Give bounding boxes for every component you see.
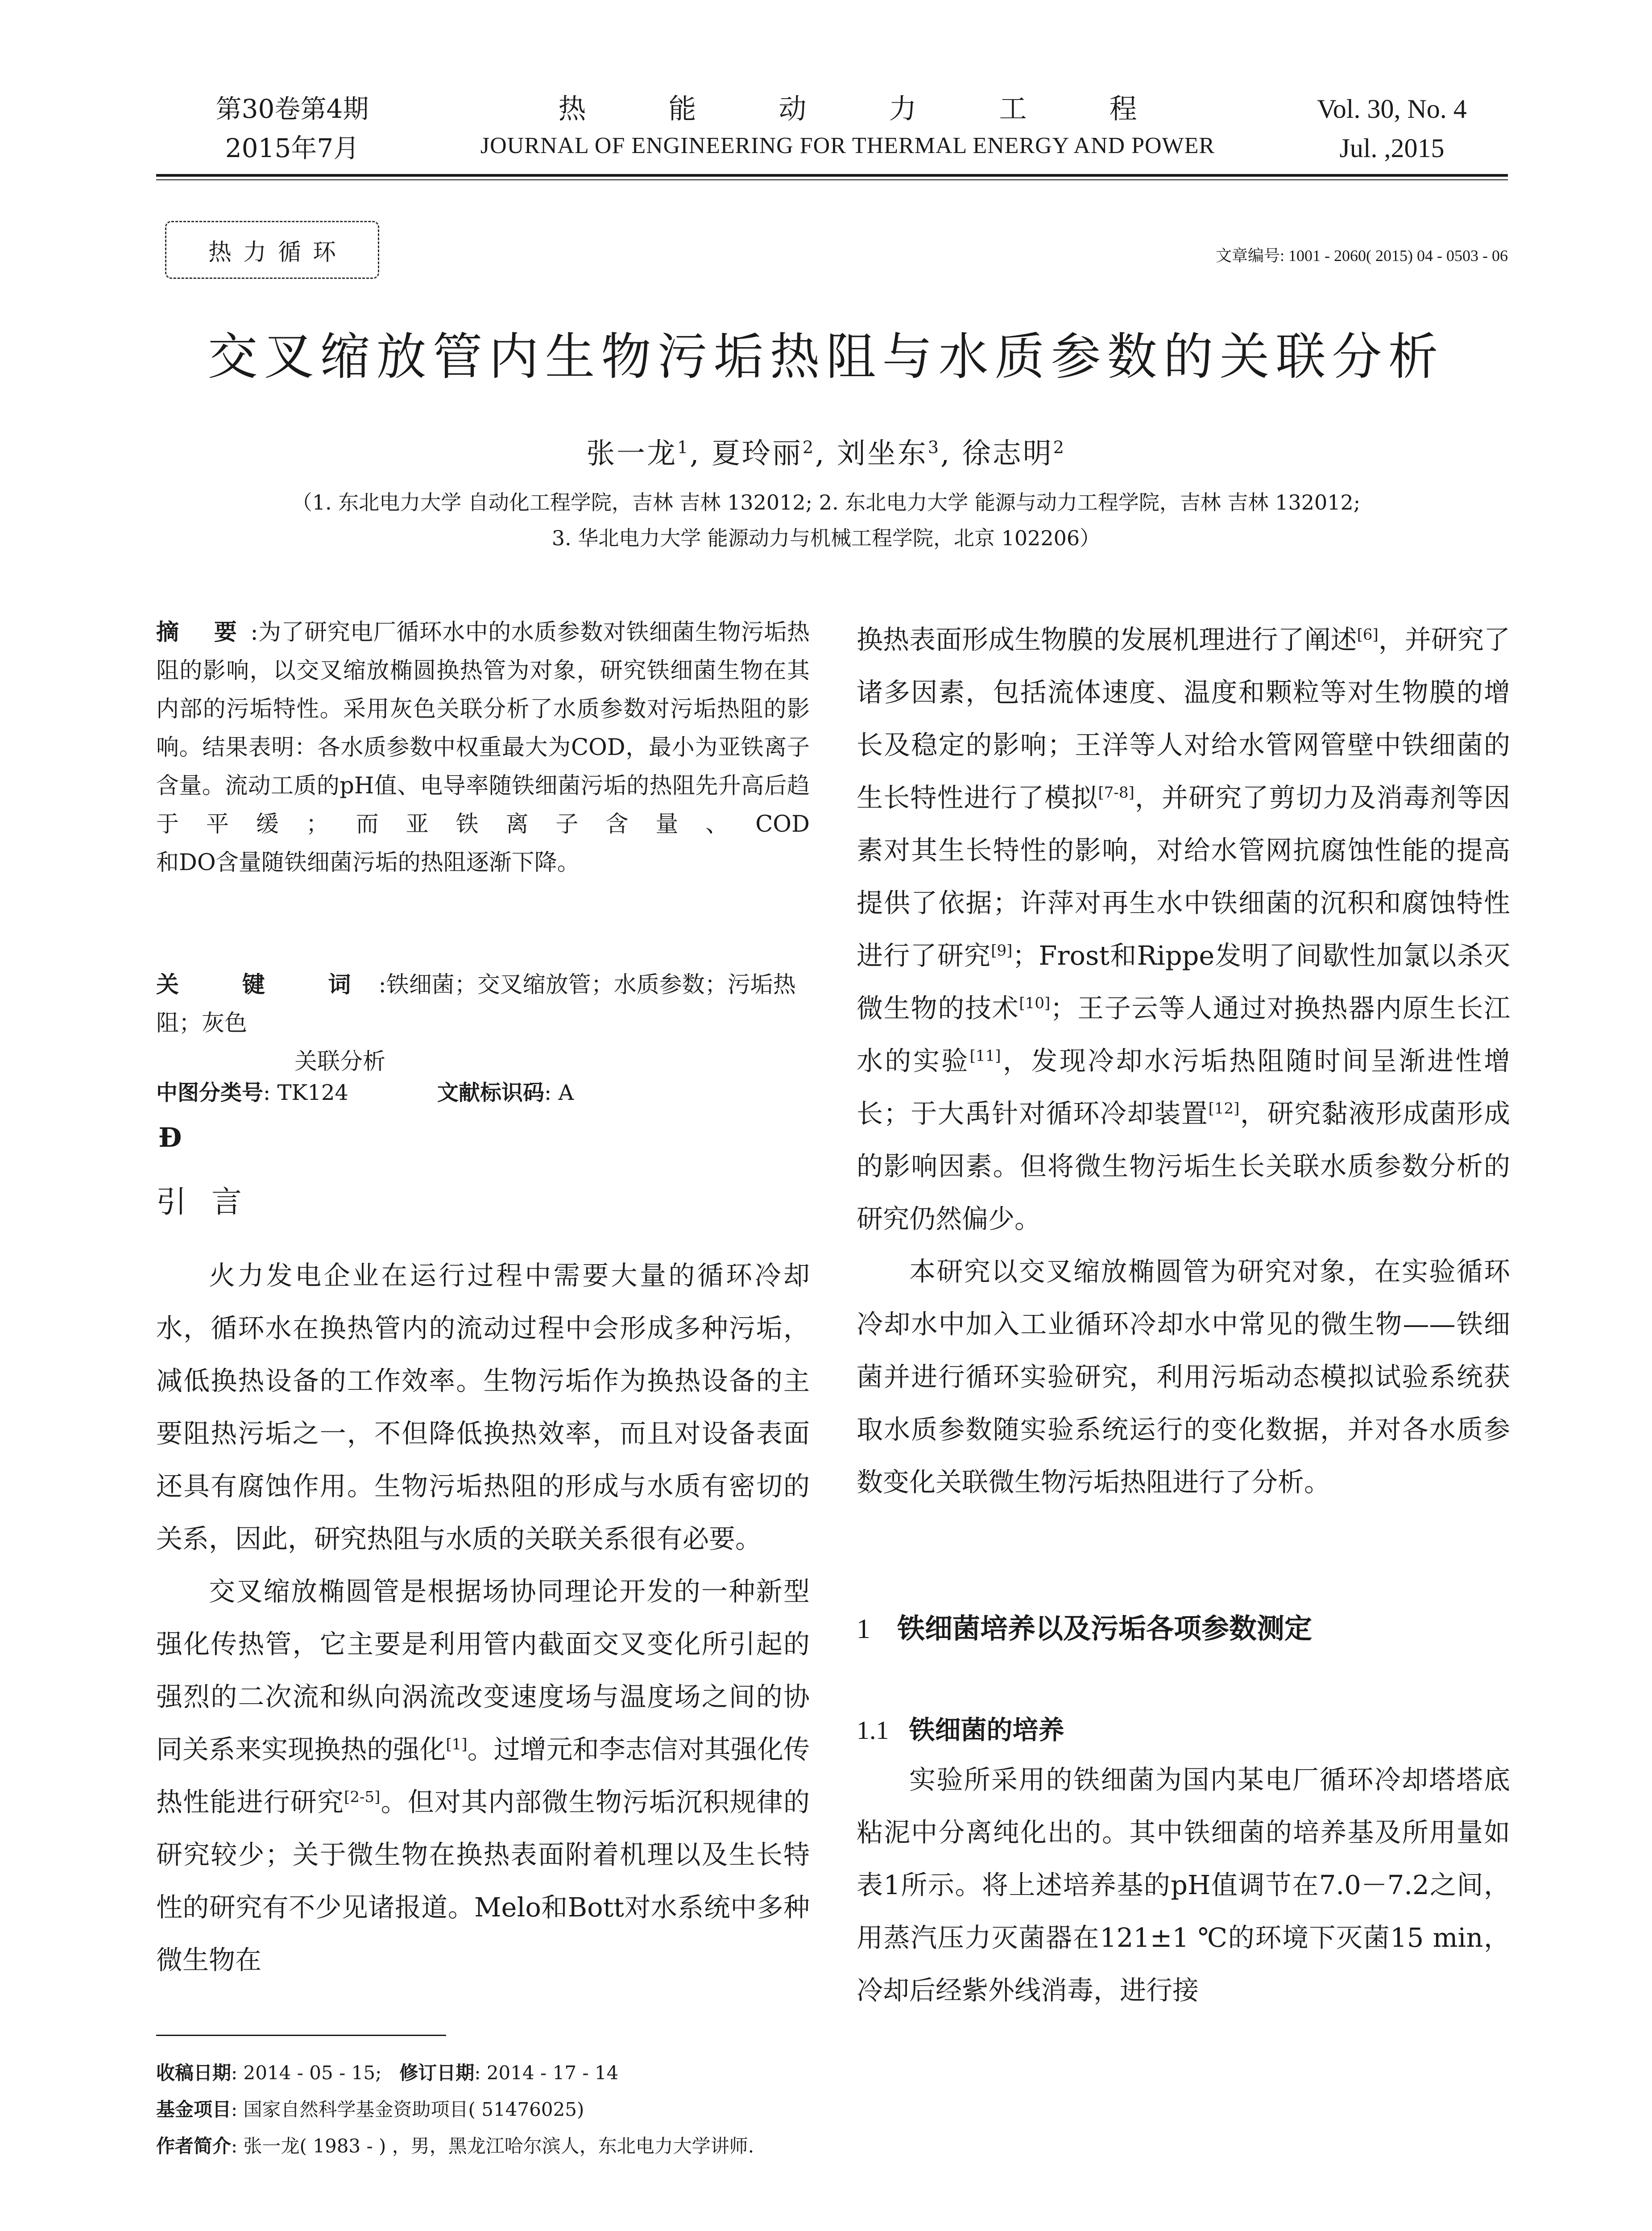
section-heading-1-1 [857, 1709, 1510, 1746]
author-affil-mark: 3 [927, 437, 941, 457]
abstract-text-end: 和DO含量随铁细菌污垢的热阻逐渐下降。 [156, 850, 580, 876]
citation: [12] [1208, 1099, 1240, 1118]
footnote-dates: 收稿日期: 2014 - 05 - 15; 修订日期: 2014 - 17 - 14 [156, 2062, 619, 2084]
classification [156, 1075, 810, 1106]
footnote-author: 作者简介: 张一龙( 1983 - ) ，男，黑龙江哈尔滨人，东北电力大学讲师. [156, 2135, 754, 2157]
left-column-body [156, 1249, 810, 1986]
section-heading-1 [857, 1606, 1510, 1646]
header-rule [156, 174, 1508, 177]
paragraph: 实验所采用的铁细菌为国内某电厂循环冷却塔塔底粘泥中分离纯化出的。其中铁细菌的培养基及所用量如表1所示。将上述培养基的pH值调节在7.0－7.2之间，用蒸汽压力灭菌器在121±1 ℃的环境下灭菌15 min，冷却后经紫外线消毒，进行接 [857, 1764, 1510, 2006]
citation: [7-8] [1098, 784, 1134, 802]
right-column-body [857, 614, 1510, 1509]
abstract-label: 摘 要 [156, 619, 251, 646]
footnotes [156, 2055, 870, 2165]
column-tag: 热力循环 [165, 221, 379, 279]
issue-date: 2015年7月 [225, 133, 360, 163]
author-affil-mark: 2 [802, 437, 816, 457]
issue-number: 第30卷第4期 [215, 94, 369, 124]
issue-info [181, 89, 404, 168]
abstract [156, 614, 810, 882]
citation: [9] [991, 941, 1013, 960]
keywords-text-cont: 关联分析 [294, 1049, 386, 1075]
affiliation-line: 3. 华北电力大学 能源动力与机械工程学院，北京 102206） [551, 526, 1101, 550]
author-affil-mark: 2 [1053, 437, 1066, 457]
footnote-rule [156, 2035, 446, 2036]
keywords [156, 966, 810, 1081]
abstract-text: :为了研究电厂循环水中的水质参数对铁细菌生物污垢热阻的影响，以交叉缩放椭圆换热管为对象，研究铁细菌生物在其内部的污垢特性。采用灰色关联分析了水质参数对污垢热阻的影响。结果表明：各水质参数中权重最大为COD，最小为亚铁离子含量。流动工质的pH值、电导率随铁细菌污垢的热阻先升高后趋于平缓；而亚铁离子含量、COD [156, 619, 810, 838]
citation: [1] [446, 1735, 468, 1754]
author-list: 张一龙$^1$, 夏玲丽$^2$, 刘坐东$^3$, 徐志明$^2$ [586, 437, 1066, 470]
citation: [10] [1019, 994, 1051, 1012]
citation: [11] [969, 1047, 1001, 1065]
paragraph: 换热表面形成生物膜的发展机理进行了阐述[6]，并研究了诸多因素，包括流体速度、温度和颗粒等对生物膜的增长及稳定的影响；王洋等人对给水管网管壁中铁细菌的生长特性进行了模拟[7-8]，并研究了剪切力及消毒剂等因素对其生长特性的影响，对给水管网抗腐蚀性能的提高提供了依据；许萍对再生水中铁细菌的沉积和腐蚀特性进行了研究[9]；Frost和Rippe发明了间歇性加氯以杀灭微生物的技术[10]；王子云等人通过对换热器内原生长江水的实验[11]，发现冷却水污垢热阻随时间呈渐进性增长；于大禹针对循环冷却装置[12]，研究黏液形成菌形成的影响因素。但将微生物污垢生长关联水质参数分析的研究仍然偏少。 [857, 624, 1510, 1234]
section-number: 1 [857, 1614, 870, 1644]
footnote-fund: 基金项目: 国家自然科学基金资助项目( 51476025) [156, 2098, 584, 2120]
journal-title-en: JOURNAL OF ENGINEERING FOR THERMAL ENERGY AND POWER [480, 133, 1215, 158]
journal-title-cn: 热能动力工程 [558, 92, 1220, 125]
author-name: 夏玲丽 [711, 437, 803, 470]
affiliation-line: （1. 东北电力大学 自动化工程学院，吉林 吉林 132012; 2. 东北电力大学 能源与动力工程学院，吉林 吉林 132012; [291, 490, 1361, 514]
clc-value: : TK124 [263, 1080, 348, 1105]
author-name: 徐志明 [962, 437, 1053, 470]
author-affil-mark: 1 [677, 437, 690, 457]
section-number: 1.1 [857, 1716, 889, 1745]
citation: [6] [1357, 626, 1379, 644]
cnki-mark-icon: Ð [158, 1122, 182, 1153]
author-name: 刘坐东 [836, 437, 928, 470]
paragraph: 火力发电企业在运行过程中需要大量的循环冷却水，循环水在换热管内的流动过程中会形成多种污垢，减低换热设备的工作效率。生物污垢作为换热设备的主要阻热污垢之一，不但降低换热效率，而且对设备表面还具有腐蚀作用。生物污垢热阻的形成与水质有密切的关系，因此，研究热阻与水质的关联关系很有必要。 [156, 1260, 810, 1554]
keywords-text: :铁细菌；交叉缩放管；水质参数；污垢热阻；灰色 [156, 972, 796, 1037]
paragraph: 交叉缩放椭圆管是根据场协同理论开发的一种新型强化传热管，它主要是利用管内截面交叉变化所引起的强烈的二次流和纵向涡流改变速度场与温度场之间的协同关系来实现换热的强化[1]。过增元和李志信对其强化传热性能进行研究[2-5]。但对其内部微生物污垢沉积规律的研究较少；关于微生物在换热表面附着机理以及生长特性的研究有不少见诸报道。Melo和Bott对水系统中多种微生物在 [156, 1576, 810, 1975]
journal-name [468, 89, 1227, 163]
doc-code-label: 文献标识码 [437, 1080, 545, 1105]
volume-date: Jul. ,2015 [1339, 133, 1445, 163]
citation: [2-5] [344, 1788, 381, 1806]
volume-number: Vol. 30, No. 4 [1317, 94, 1467, 124]
section-title: 铁细菌培养以及污垢各项参数测定 [897, 1612, 1312, 1645]
paper-title: 交叉缩放管内生物污垢热阻与水质参数的关联分析 [207, 328, 1445, 386]
section-heading-intro: 引言 [156, 1185, 267, 1220]
right-column-body-2 [857, 1754, 1510, 2017]
article-number: 文章编号: 1001 - 2060( 2015) 04 - 0503 - 06 [1216, 247, 1508, 265]
author-name: 张一龙 [586, 437, 678, 470]
header-rule-thin [156, 179, 1508, 180]
section-title: 铁细菌的培养 [909, 1715, 1064, 1745]
keywords-label: 关 键 词 [156, 972, 379, 998]
volume-info [1285, 89, 1499, 168]
clc-label: 中图分类号 [156, 1080, 264, 1105]
doc-code-value: : A [544, 1080, 574, 1105]
paragraph: 本研究以交叉缩放椭圆管为研究对象，在实验循环冷却水中加入工业循环冷却水中常见的微生物——铁细菌并进行循环实验研究，利用污垢动态模拟试验系统获取水质参数随实验系统运行的变化数据，并对各水质参数变化关联微生物污垢热阻进行了分析。 [857, 1256, 1510, 1497]
doc-code [437, 1075, 574, 1106]
